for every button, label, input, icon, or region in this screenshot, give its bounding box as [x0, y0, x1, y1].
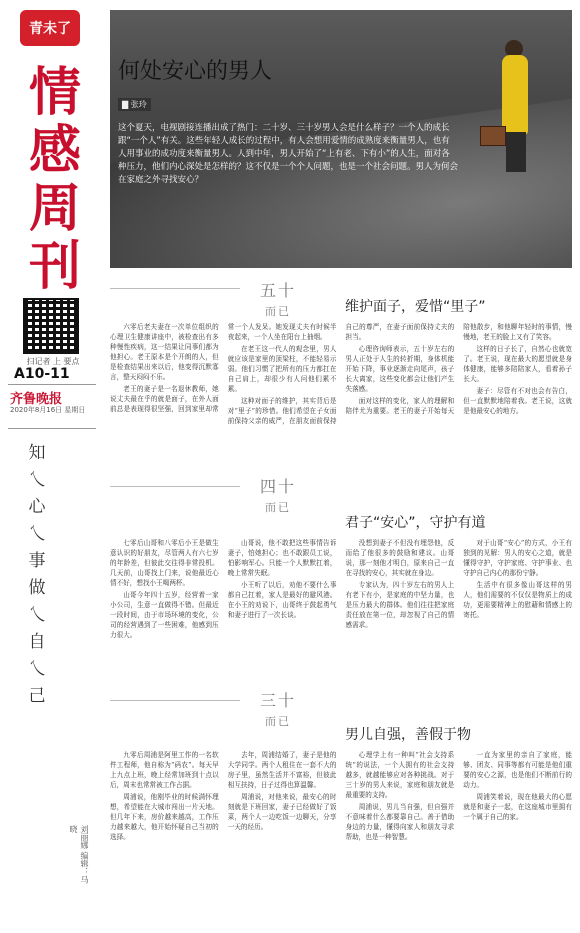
column-title-char: 做 [28, 578, 46, 598]
body-paragraph: 小王听了以后，劝他不要什么事都自己扛着，家人是最好的避风港。在小王的劝说下，山哥终于鼓起勇气和妻子进行了一次长谈。 [227, 581, 337, 619]
column-title-char: 事 [28, 551, 46, 571]
section-age-mark [248, 688, 308, 729]
body-paragraph: 心理咨询师表示，五十岁左右的男人正处于人生的转折期，身体机能开始下降，事业逐渐走向尾声，孩子长大离家，这些变化都会让他们产生失落感。 [345, 345, 455, 393]
section-rule [110, 486, 240, 487]
page-number: A10-11 [14, 366, 70, 382]
section-age-mark [248, 278, 308, 319]
section-body [110, 538, 572, 688]
newspaper-logo[interactable]: 青未了 [20, 10, 80, 46]
column-title-char: 乀 [28, 659, 46, 679]
section-title-char: 刊 [28, 237, 81, 297]
section-headline: 维护面子，爱惜“里子” [345, 299, 486, 315]
body-paragraph: 七零后山哥和八零后小王是做生意认识的好朋友，尽管两人有六七岁的年龄差，但彼此交往得非常投机。几天前，山哥找上门来，说他最近心情不好，想找小王喝两杯。 [110, 539, 219, 587]
section-body [110, 750, 572, 926]
section-headline: 男儿自强，善假于物 [345, 727, 471, 743]
age-number: 五十 [259, 281, 296, 300]
section-title-char: 感 [28, 121, 81, 181]
body-paragraph: 面对这样的变化，家人的理解和陪伴尤为重要。老王的妻子开始每天陪他散步，和他聊年轻时的事情，慢慢地，老王的脸上又有了笑容。 [345, 323, 572, 415]
body-paragraph: 周浦说，对他来说，最安心的时刻就是下班回家，妻子已经做好了饭菜，两个人一边吃饭一边聊天，分享一天的经历。 [227, 793, 337, 831]
body-paragraph: 九零后周浦是阿里工作的一名软件工程师，他自称为“码农”。每天早上九点上班，晚上经常加班到十点以后，周末也常常被工作占据。 [110, 751, 219, 789]
qr-caption: 扫记者 上 要点 [26, 357, 80, 366]
section-age-mark [248, 474, 308, 515]
body-paragraph: 山哥今年四十五岁，经营着一家小公司，生意一直做得不错。但最近一段时间，由于市场环境的变化，公司的经营遇到了一些困难，他感到压力很大。 [110, 591, 219, 639]
section-title [20, 64, 90, 296]
age-number: 四十 [259, 477, 296, 496]
body-paragraph: 老王的妻子是一名退休教师，她说丈夫最在乎的就是面子，在外人面前总是表现得很坚强，回到家里却常常一个人发呆。她发现丈夫有时候半夜起来，一个人坐在阳台上抽烟。 [110, 323, 337, 413]
feature-intro: 这个夏天，电视剧接连播出成了热门：二十岁、三十岁男人会是什么样子？一个人的成长跟“一个人”有关。这些年轻人成长的过程中，有人会想用爱情的成熟度来衡量男人，也有人用事业的成功度来衡量男人。人到中年，男人开始了“上有老、下有小”的人生，面对各种压力，他们内心深处是怎样的？这不仅是一个个人问题，也是一个社会问题。男人为何会在家庭之外寻找安心？ [118, 123, 459, 185]
age-number: 三十 [259, 691, 296, 710]
column-title-char: 乀 [28, 470, 46, 490]
body-paragraph: 心理学上有一种叫“社会支持系统”的说法，一个人拥有的社会支持越多，就越能够应对各种挑战。对于三十岁的男人来说，家庭和朋友就是最重要的支持。 [345, 751, 455, 799]
body-paragraph: 在老王这一代人的观念里，男人就应该是家里的顶梁柱，不能轻易示弱。他们习惯了把所有的压力都扛在自己肩上，却很少有人问他们累不累。 [227, 345, 337, 393]
divider [8, 428, 96, 429]
section-body [110, 322, 572, 472]
body-paragraph: 周浦说，他刚毕业的时候满怀理想，希望能在大城市闯出一片天地。但几年下来，房价越来越高，工作压力越来越大，他开始怀疑自己当初的选择。 [110, 793, 219, 841]
feature-title: 何处安心的男人 [118, 59, 273, 84]
section-rule [110, 288, 240, 289]
paper-date: 2020年8月16日 星期日 [10, 406, 86, 414]
masthead-column [0, 0, 104, 933]
column-title-char: 心 [28, 497, 46, 517]
column-title-char: 知 [28, 443, 46, 463]
section-rule [110, 700, 240, 701]
figure-legs-shape [506, 132, 526, 172]
section-headline: 君子“安心”，守护有道 [345, 515, 486, 531]
body-paragraph: 这样的日子长了，自然心也就宽了。老王说，现在最大的愿望就是身体健康，能够多陪陪家人，看着孙子长大。 [463, 345, 572, 383]
body-paragraph: 周浦说，男儿当自强，但自强并不意味着什么都要靠自己。善于借助身边的力量，懂得向家人和朋友寻求帮助，也是一种智慧。 [345, 803, 455, 841]
column-title [22, 440, 52, 710]
age-suffix: 而已 [265, 501, 291, 514]
qr-code[interactable] [23, 298, 79, 354]
body-paragraph: 一直为家里的亲自了家庭，能够、团友、同事等都有可能是他们重要的安心之源，也是他们不断前行的动力。 [463, 751, 572, 789]
column-title-char: 己 [28, 686, 46, 706]
body-paragraph: 山哥说，他不敢把这些事情告诉妻子，怕她担心；也不敢跟员工说，怕影响军心。只能一个人默默扛着，晚上常常失眠。 [227, 539, 337, 577]
column-title-char: 乀 [28, 605, 46, 625]
body-paragraph: 这种对面子的维护，其实背后是对“里子”的珍惜。他们希望在子女面前保持父亲的威严，在朋友面前保持自己的尊严，在妻子面前保持丈夫的担当。 [227, 323, 455, 425]
feature-author: ▇ 张玲 [118, 98, 151, 111]
figure-yellow-coat-shape [502, 55, 528, 135]
divider [8, 384, 96, 385]
suitcase-shape [480, 126, 506, 146]
age-suffix: 而已 [265, 305, 291, 318]
body-paragraph: 没想到妻子不但没有埋怨他，反而给了他很多的鼓励和建议。山哥说，那一刻他才明白，原来自己一直在寻找的安心，其实就在身边。 [345, 539, 455, 577]
column-title-char: 乀 [28, 524, 46, 544]
body-paragraph: 去年，周浦结婚了，妻子是他的大学同学。两个人租住在一套不大的房子里，虽然生活并不富裕，但彼此相互扶持，日子过得也算温馨。 [227, 751, 337, 789]
paper-name: 齐鲁晚报 [10, 392, 63, 407]
body-paragraph: 专家认为，四十岁左右的男人上有老下有小，是家庭的中坚力量，也是压力最大的群体。他们往往把家庭责任放在第一位，却忽视了自己的情感需求。 [345, 581, 455, 629]
body-paragraph: 六零后老夫妻在一次单位组织的心理卫生健康讲座中，被检查出有多种慢性疾病，这一结果让同事们都为他担心。老王原本是个开朗的人，但是检查结果出来以后，他变得沉默寡言，整天闷闷不乐。 [110, 323, 219, 381]
editor-credits: 刘丽娜 编辑：马晓 [69, 825, 89, 884]
body-paragraph: 周浦笑着说，现在他最大的心愿就是和妻子一起，在这座城市里拥有一个属于自己的家。 [463, 793, 572, 821]
body-paragraph: 生活中有很多像山哥这样的男人，他们需要的不仅仅是物质上的成功，更需要精神上的慰藉和情感上的寄托。 [463, 581, 572, 619]
age-suffix: 而已 [265, 715, 291, 728]
body-paragraph: 妻子：尽管有不对也会有告白，但一直默默地陪着我。老王说，这就是他最安心的地方。 [463, 387, 572, 415]
section-title-char: 周 [28, 179, 81, 239]
body-paragraph: 对于山哥“安心”的方式，小王有独到的见解：男人的安心之道，就是懂得守护，守护家庭、守护事业、也守护自己内心的那份宁静。 [463, 539, 572, 577]
column-title-char: 自 [28, 632, 46, 652]
section-title-char: 情 [28, 63, 81, 123]
